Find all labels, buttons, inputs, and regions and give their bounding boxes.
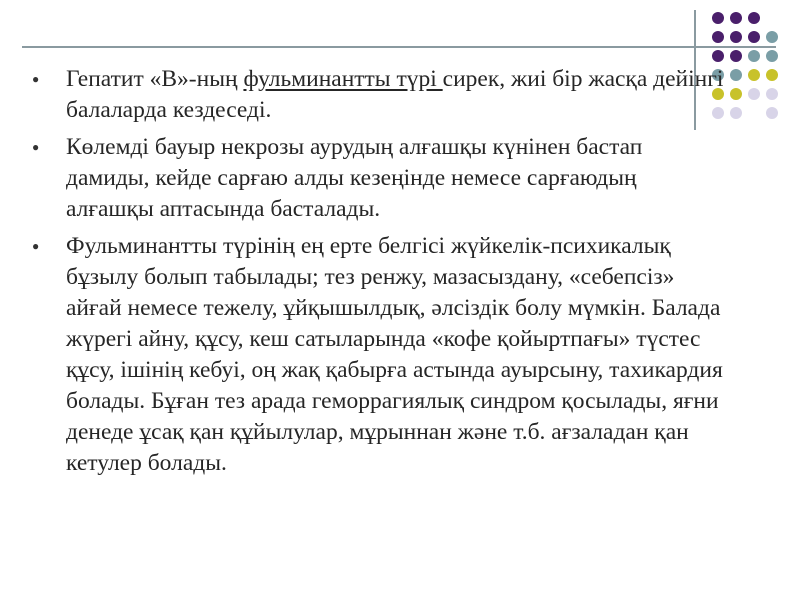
decorative-dot <box>748 50 760 62</box>
decorative-dot <box>766 31 778 43</box>
decorative-dot <box>766 50 778 62</box>
bullet-1-post: сирек, жиі бір жасқа дейінгі балаларда кездеседі. <box>66 66 724 123</box>
decorative-dot <box>748 31 760 43</box>
decorative-dot <box>730 107 742 119</box>
decorative-dot <box>730 12 742 24</box>
decorative-dot <box>766 69 778 81</box>
decorative-dot <box>748 88 760 100</box>
bullet-text-2: Көлемді бауыр некрозы аурудың алғашқы күнінен бастап дамиды, кейде сарғаю алды кезеңінде немесе сарғаюдың алғашқы аптасында басталады. <box>66 134 643 222</box>
bullet-text-3: Фульминантты түрінің ең ерте белгісі жүйкелік-психикалық бұзылу болып табылады; тез ренжу, мазасыздану, «себепсіз» айғай немесе тежелу, ұйқышылдық, әлсіздік болу мүмкін. Балада жүрегі айну, құсу, кеш сатыларында «кофе қойыртпағы» түстес құсу, ішінің кебуі, оң жақ қабырға астында ауырсыну, тахикардия болады. Бұған тез арада геморрагиялық синдром қосылады, яғни денеде ұсақ қан құйылулар, мұрыннан және т.б. ағзаладан қан кетулер болады. <box>66 233 723 476</box>
decorative-dot <box>712 12 724 24</box>
decorative-dot <box>748 69 760 81</box>
decorative-dot <box>766 107 778 119</box>
decorative-dot <box>730 69 742 81</box>
decorative-dot <box>766 88 778 100</box>
bullet-marker: ● <box>32 239 40 253</box>
decorative-dot <box>730 31 742 43</box>
bullet-marker: ● <box>32 72 40 86</box>
decorative-dot <box>730 88 742 100</box>
decorative-dot <box>712 31 724 43</box>
bullet-item-3 <box>30 231 730 479</box>
bullet-marker: ● <box>32 140 40 154</box>
bullet-item-1 <box>30 64 730 126</box>
decorative-dot <box>730 50 742 62</box>
decorative-horizontal-line <box>22 46 776 48</box>
bullet-item-2 <box>30 132 730 225</box>
bullet-1-underlined: фульминантты түрі <box>243 66 443 92</box>
decorative-dot <box>748 12 760 24</box>
slide-body <box>30 64 730 485</box>
bullet-text-1 <box>66 64 730 126</box>
bullet-1-pre: Гепатит «В»-ның <box>66 66 244 92</box>
decorative-dot <box>712 50 724 62</box>
